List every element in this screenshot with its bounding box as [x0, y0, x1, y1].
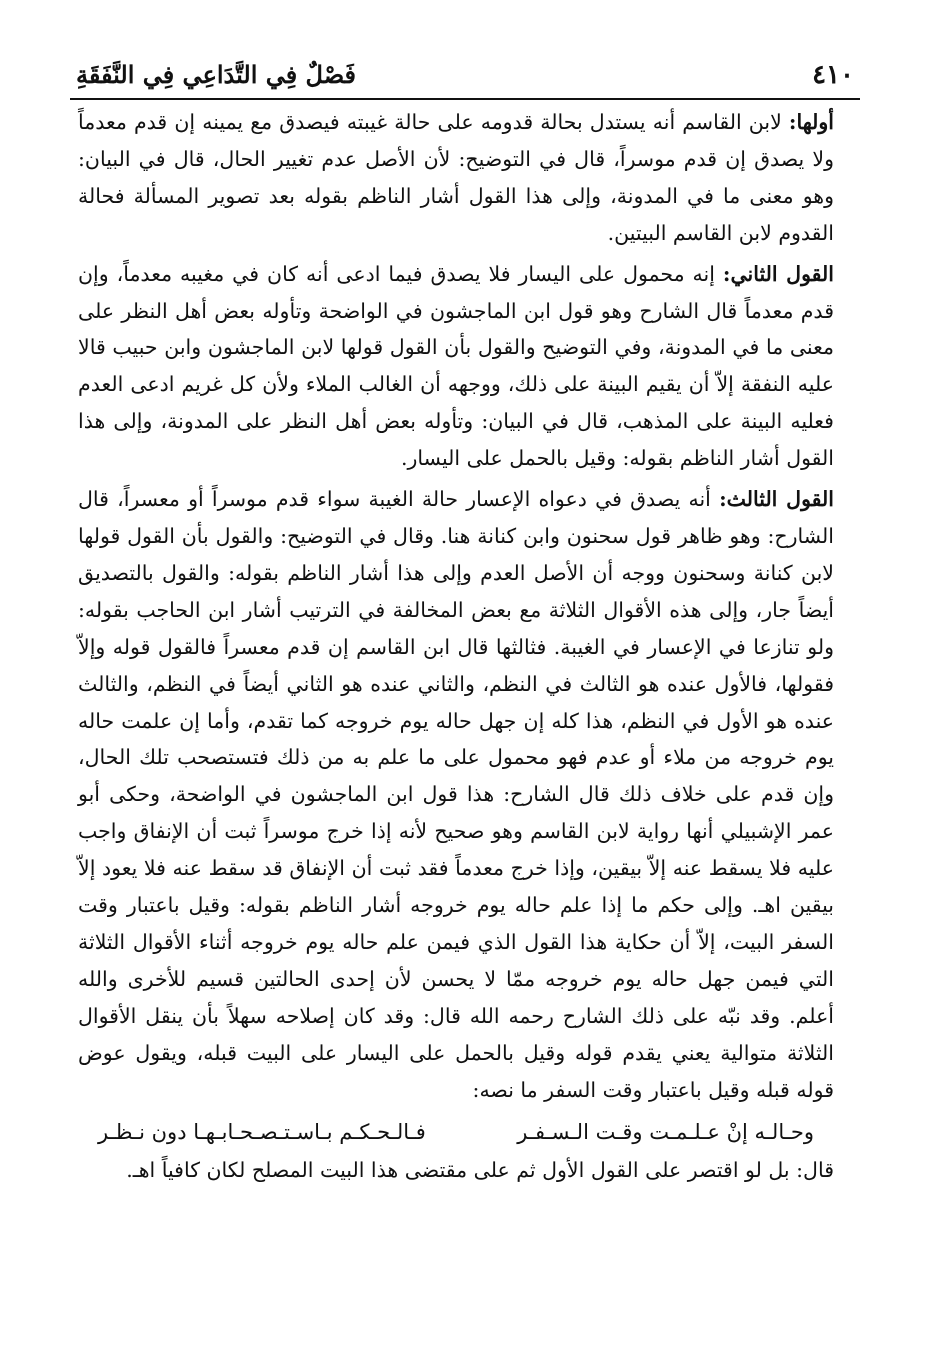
page-header — [70, 60, 860, 100]
poem-verse — [98, 1114, 814, 1150]
paragraph-text: قال: بل لو اقتصر على القول الأول ثم على مقتضى هذا البيت المصلح لكان كافياً اهـ. — [126, 1158, 834, 1183]
paragraph-text: إنه محمول على اليسار فلا يصدق فيما ادعى أنه كان في مغيبه معدماً، وإن قدم معدماً قال الشارح وهو قول ابن الماجشون في الواضحة وتأوله بعض أهل النظر على معنى ما في المدونة، وفي التوضيح والقول بأن القول قولها لابن الماجشون وابن حبيب قالا عليه النفقة إلاّ أن يقيم البينة على ذلك، ووجهه أن الغالب الملاء ولأن كل غريم ادعى العدم فعليه البينة على المذهب، قال في البيان: وتأوله بعض أهل النظر على المدونة، وإلى هذا القول أشار الناظم بقوله: وقيل بالحمل على اليسار. — [78, 261, 834, 471]
paragraph-label: القول الثاني: — [722, 261, 834, 286]
running-title: فَصْلٌ فِي التَّدَاعِي فِي النَّفَقَةِ — [76, 60, 357, 89]
paragraph-label: القول الثالث: — [719, 487, 834, 512]
paragraph-first-opinion — [78, 104, 834, 252]
verse-second-hemistich: فـالـحـكـم بـاسـتـصـحـابـهـا دون نـظـر — [98, 1120, 426, 1145]
page-number: ٤١٠ — [812, 60, 854, 90]
paragraph-label: أولها: — [788, 110, 834, 134]
verse-first-hemistich: وحـالـه إنْ عـلـمـت وقـت الـسـفـر — [517, 1120, 814, 1145]
paragraph-closing — [78, 1152, 834, 1189]
body-text — [78, 104, 834, 1193]
header-rule — [70, 98, 860, 100]
paragraph-second-opinion — [78, 256, 834, 477]
paragraph-text: أنه يصدق في دعواه الإعسار حالة الغيبة سواء قدم موسراً أو معسراً، قال الشارح: وهو ظاهر قول سحنون وابن كنانة هنا. وقال في التوضيح: والقول بأن القول قولها لابن كنانة وسحنون ووجه أن الأصل العدم وإلى هذا أشار الناظم بقوله: والقول بالتصديق أيضاً جار، وإلى هذه الأقوال الثلاثة مع بعض المخالفة في الترتيب أشار ابن الحاجب بقوله: ولو تنازعا في الإعسار في الغيبة. فثالثها قال ابن القاسم إن قدم معسراً فالقول قوله وإلاّ فقولها، فالأول عنده هو الثالث في النظم، والثاني عنده هو الثاني أيضاً في النظم، والثالث عنده هو الأول في النظم، هذا كله إن جهل حاله يوم خروجه كما تقدم، وأما إن علمت حاله يوم خروجه من ملاء أو عدم فهو محمول على ما علم به من ذلك فتستصحب تلك الحال، وإن قدم على خلاف ذلك قال الشارح: هذا قول ابن الماجشون في الواضحة، وحكى أبو عمر الإشبيلي أنها رواية لابن القاسم وهو صحيح لأنه إذا خرج موسراً ثبت أن الإنفاق واجب عليه فلا يسقط عنه إلاّ بيقين، وإذا خرج معدماً فقد ثبت أن الإنفاق قد سقط عنه فلا يعود إلاّ بيقين اهـ. وإلى حكم ما إذا علم حاله يوم خروجه أشار الناظم بقوله: وقيل باعتبار وقت السفر البيت، إلاّ أن حكاية هذا القول الذي فيمن علم حاله يوم خروجه أثناء الأقوال الثلاثة التي فيمن جهل حاله يوم خروجه ممّا لا يحسن لأن إحدى الحالتين قسيم للأخرى والله أعلم. وقد نبّه على ذلك الشارح رحمه الله قال: وقد كان إصلاحه سهلاً بأن ينقل الأقوال الثلاثة متوالية يعني يقدم قوله وقيل بالحمل على اليسار على البيت قبله، ويقول عوض قوله قبله وقيل باعتبار وقت السفر ما نصه: — [78, 487, 834, 1102]
paragraph-text: لابن القاسم أنه يستدل بحالة قدومه على حالة غيبته فيصدق مع يمينه إن قدم معدماً ولا يصدق إن قدم موسراً، قال في التوضيح: لأن الأصل عدم تغيير الحال، قال في البيان: وهو معنى ما في المدونة، وإلى هذا القول أشار الناظم بقوله بعد تصوير المسألة فحالة القدوم لابن القاسم البيتين. — [78, 110, 834, 245]
paragraph-third-opinion — [78, 481, 834, 1108]
